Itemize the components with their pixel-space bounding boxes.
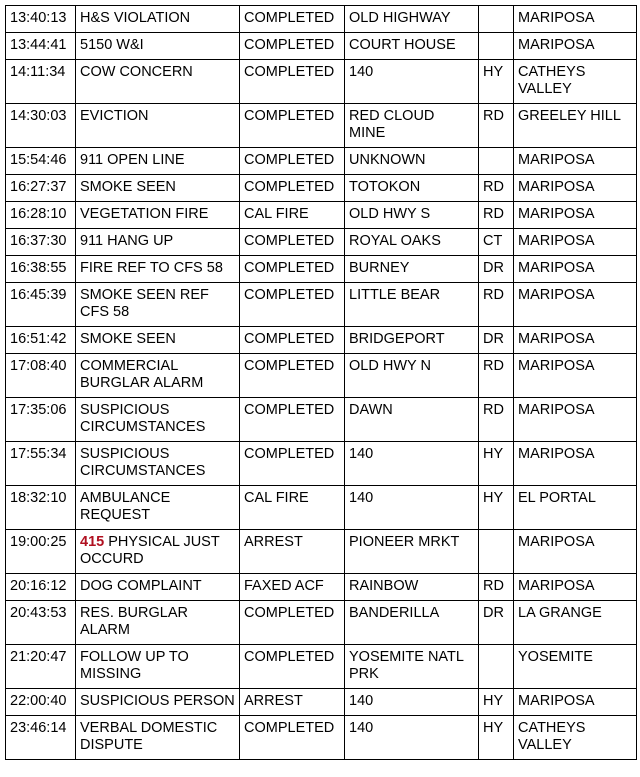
cell-time: 21:20:47 [6,645,76,689]
cell-city: MARIPOSA [514,398,637,442]
table-row [6,442,637,486]
cell-street-suffix: RD [479,574,514,601]
cell-street-suffix: DR [479,256,514,283]
table-row [6,327,637,354]
cell-time: 17:35:06 [6,398,76,442]
cell-street: BRIDGEPORT [345,327,479,354]
cell-call-type: VEGETATION FIRE [76,202,240,229]
cell-street-suffix: HY [479,442,514,486]
cell-street: UNKNOWN [345,148,479,175]
cell-time: 13:44:41 [6,33,76,60]
cell-street: YOSEMITE NATL PRK [345,645,479,689]
cell-time: 16:51:42 [6,327,76,354]
cell-status: COMPLETED [240,645,345,689]
cell-street-suffix: DR [479,601,514,645]
cell-time: 16:28:10 [6,202,76,229]
table-row [6,148,637,175]
cell-street-suffix [479,33,514,60]
cell-call-type: FIRE REF TO CFS 58 [76,256,240,283]
cell-city: MARIPOSA [514,327,637,354]
cell-street: TOTOKON [345,175,479,202]
cell-city: CATHEYS VALLEY [514,716,637,760]
cell-city: MARIPOSA [514,148,637,175]
table-row [6,202,637,229]
cell-street: OLD HIGHWAY [345,6,479,33]
cell-call-type: H&S VIOLATION [76,6,240,33]
cell-street: COURT HOUSE [345,33,479,60]
cell-time: 18:32:10 [6,486,76,530]
cell-status: COMPLETED [240,229,345,256]
cell-status: COMPLETED [240,398,345,442]
cell-street: OLD HWY S [345,202,479,229]
cell-time: 23:46:14 [6,716,76,760]
cell-city: MARIPOSA [514,442,637,486]
cell-call-type: 5150 W&I [76,33,240,60]
cell-street-suffix: RD [479,283,514,327]
cell-time: 17:55:34 [6,442,76,486]
cell-time: 22:00:40 [6,689,76,716]
cell-status: COMPLETED [240,33,345,60]
cell-street-suffix: DR [479,327,514,354]
table-row [6,175,637,202]
cell-street-suffix [479,530,514,574]
table-row [6,60,637,104]
cell-status: COMPLETED [240,442,345,486]
cell-call-type: DOG COMPLAINT [76,574,240,601]
table-row [6,33,637,60]
table-row [6,530,637,574]
table-row [6,689,637,716]
cell-street: PIONEER MRKT [345,530,479,574]
call-log-body [6,6,637,760]
cell-time: 16:37:30 [6,229,76,256]
cell-street-suffix: HY [479,60,514,104]
cell-status: COMPLETED [240,354,345,398]
table-row [6,229,637,256]
cell-time: 19:00:25 [6,530,76,574]
cell-city: MARIPOSA [514,229,637,256]
table-row [6,6,637,33]
table-row [6,574,637,601]
table-row [6,716,637,760]
table-row [6,398,637,442]
cell-status: COMPLETED [240,148,345,175]
cell-street-suffix: RD [479,354,514,398]
cell-status: ARREST [240,530,345,574]
cell-city: GREELEY HILL [514,104,637,148]
cell-street-suffix [479,6,514,33]
cell-city: CATHEYS VALLEY [514,60,637,104]
cell-street: BURNEY [345,256,479,283]
cell-city: MARIPOSA [514,202,637,229]
cell-street-suffix: HY [479,689,514,716]
cell-street: DAWN [345,398,479,442]
cell-city: MARIPOSA [514,175,637,202]
table-row [6,256,637,283]
cell-call-type: EVICTION [76,104,240,148]
cell-time: 16:27:37 [6,175,76,202]
cell-street-suffix: RD [479,398,514,442]
cell-time: 20:43:53 [6,601,76,645]
cell-time: 13:40:13 [6,6,76,33]
cell-call-type: COW CONCERN [76,60,240,104]
cell-call-type: SMOKE SEEN REF CFS 58 [76,283,240,327]
cell-street-suffix: HY [479,716,514,760]
cell-city: MARIPOSA [514,530,637,574]
cell-street: LITTLE BEAR [345,283,479,327]
cell-city: MARIPOSA [514,6,637,33]
cell-call-type: SMOKE SEEN [76,327,240,354]
cell-street: 140 [345,689,479,716]
cell-street-suffix: RD [479,202,514,229]
cell-status: COMPLETED [240,6,345,33]
cell-street: 140 [345,486,479,530]
table-row [6,104,637,148]
cell-status: CAL FIRE [240,486,345,530]
cell-street: ROYAL OAKS [345,229,479,256]
cell-city: MARIPOSA [514,283,637,327]
cell-status: FAXED ACF [240,574,345,601]
cell-call-type: VERBAL DOMESTIC DISPUTE [76,716,240,760]
call-type-text: PHYSICAL JUST OCCURD [80,534,220,567]
cell-call-type: SUSPICIOUS PERSON [76,689,240,716]
call-log-table [5,5,637,760]
cell-city: MARIPOSA [514,256,637,283]
cell-street: RAINBOW [345,574,479,601]
table-row [6,601,637,645]
cell-city: EL PORTAL [514,486,637,530]
cell-status: CAL FIRE [240,202,345,229]
cell-street: 140 [345,60,479,104]
cell-status: COMPLETED [240,283,345,327]
cell-street-suffix: RD [479,104,514,148]
cell-street: 140 [345,716,479,760]
cell-street: RED CLOUD MINE [345,104,479,148]
cell-status: COMPLETED [240,175,345,202]
cell-city: MARIPOSA [514,354,637,398]
cell-status: COMPLETED [240,104,345,148]
cell-street-suffix: CT [479,229,514,256]
cell-call-type: FOLLOW UP TO MISSING [76,645,240,689]
cell-time: 14:30:03 [6,104,76,148]
cell-street-suffix [479,148,514,175]
table-row [6,645,637,689]
cell-time: 16:45:39 [6,283,76,327]
cell-city: LA GRANGE [514,601,637,645]
cell-call-type: COMMERCIAL BURGLAR ALARM [76,354,240,398]
cell-call-type: RES. BURGLAR ALARM [76,601,240,645]
cell-call-type: AMBULANCE REQUEST [76,486,240,530]
cell-street: 140 [345,442,479,486]
cell-street-suffix: RD [479,175,514,202]
cell-call-type [76,530,240,574]
cell-time: 14:11:34 [6,60,76,104]
cell-city: MARIPOSA [514,574,637,601]
cell-time: 15:54:46 [6,148,76,175]
cell-status: COMPLETED [240,60,345,104]
call-code-highlight: 415 [80,534,105,550]
cell-call-type: SUSPICIOUS CIRCUMSTANCES [76,442,240,486]
table-row [6,486,637,530]
cell-street: OLD HWY N [345,354,479,398]
cell-status: COMPLETED [240,716,345,760]
cell-status: COMPLETED [240,256,345,283]
cell-city: MARIPOSA [514,689,637,716]
cell-call-type: SMOKE SEEN [76,175,240,202]
table-row [6,354,637,398]
cell-street-suffix [479,645,514,689]
cell-city: YOSEMITE [514,645,637,689]
cell-call-type: SUSPICIOUS CIRCUMSTANCES [76,398,240,442]
table-row [6,283,637,327]
cell-time: 20:16:12 [6,574,76,601]
cell-street-suffix: HY [479,486,514,530]
cell-street: BANDERILLA [345,601,479,645]
cell-status: COMPLETED [240,601,345,645]
cell-time: 16:38:55 [6,256,76,283]
cell-status: COMPLETED [240,327,345,354]
cell-call-type: 911 HANG UP [76,229,240,256]
cell-status: ARREST [240,689,345,716]
cell-call-type: 911 OPEN LINE [76,148,240,175]
cell-time: 17:08:40 [6,354,76,398]
cell-city: MARIPOSA [514,33,637,60]
